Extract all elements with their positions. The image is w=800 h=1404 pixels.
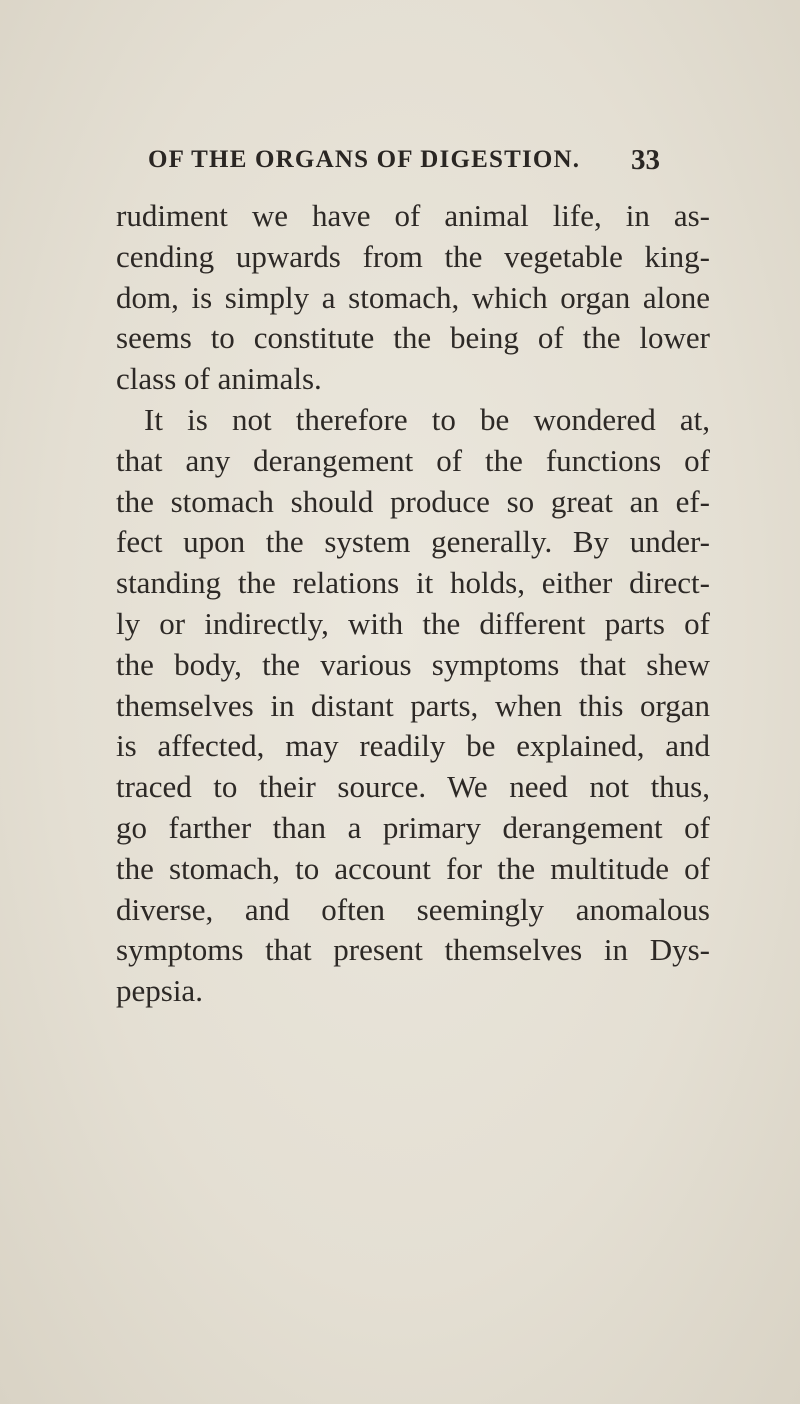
running-title: OF THE ORGANS OF DIGESTION. [148, 146, 581, 173]
text-line: class of animals. [116, 361, 322, 397]
text-line: the stomach, to account for the multitude of [116, 850, 710, 886]
text-line: traced to their source. We need not thus, [116, 769, 710, 805]
text-line: cending upwards from the vegetable king- [116, 238, 710, 274]
page-number: 33 [631, 144, 660, 176]
text-line: dom, is simply a stomach, which organ alone [116, 279, 710, 315]
text-line: is affected, may readily be explained, and [116, 728, 710, 764]
text-line: go farther than a primary derangement of [116, 809, 710, 845]
text-line: symptoms that present themselves in Dys- [116, 932, 710, 968]
text-line: diverse, and often seemingly anomalous [116, 891, 710, 927]
text-line: fect upon the system generally. By under- [116, 524, 710, 560]
text-line: It is not therefore to be wondered at, [144, 401, 710, 437]
text-line: pepsia. [116, 973, 203, 1009]
text-line: that any derangement of the functions of [116, 442, 710, 478]
text-line: seems to constitute the being of the lower [116, 320, 710, 356]
text-line: ly or indirectly, with the different parts of [116, 605, 710, 641]
text-line: the stomach should produce so great an ef- [116, 483, 710, 519]
text-line: the body, the various symptoms that shew [116, 646, 710, 682]
text-line: rudiment we have of animal life, in as- [116, 198, 710, 233]
body-text [116, 196, 710, 1012]
text-line: standing the relations it holds, either direct- [116, 565, 710, 601]
running-head [148, 146, 708, 178]
text-line: themselves in distant parts, when this organ [116, 687, 710, 723]
